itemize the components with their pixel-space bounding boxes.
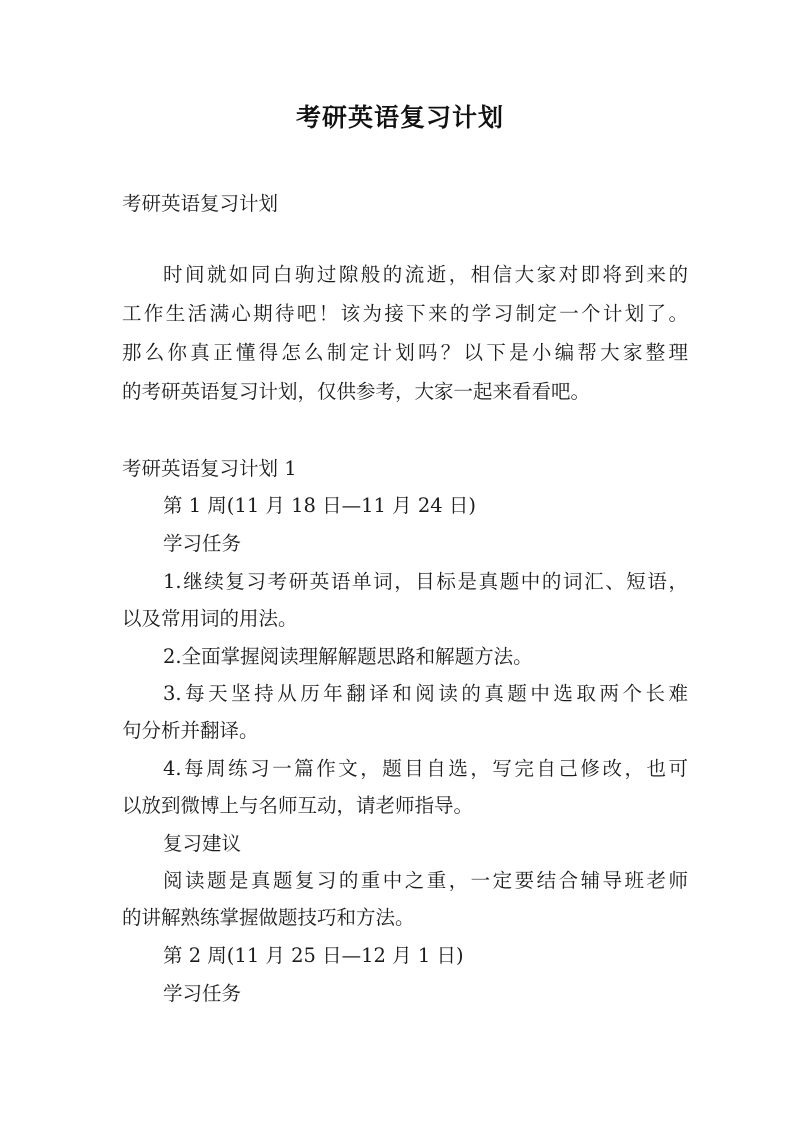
task-3-line-2: 句分析并翻译。 [122, 719, 259, 742]
document-subtitle: 考研英语复习计划 [122, 192, 279, 215]
task-3-line-1: 3.每天坚持从历年翻译和阅读的真题中选取两个长难 [163, 682, 688, 705]
intro-line-1: 时间就如同白驹过隙般的流逝，相信大家对即将到来的 [163, 263, 688, 286]
advice-line-2: 的讲解熟练掌握做题技巧和方法。 [122, 906, 415, 929]
review-advice-label: 复习建议 [163, 832, 242, 855]
task-1-line-1: 1.继续复习考研英语单词，目标是真题中的词汇、短语， [163, 570, 688, 593]
advice-line-1: 阅读题是真题复习的重中之重，一定要结合辅导班老师 [163, 869, 688, 892]
task-4-line-2: 以放到微博上与名师互动，请老师指导。 [122, 794, 474, 817]
intro-line-2: 工作生活满心期待吧！该为接下来的学习制定一个计划了。 [122, 302, 688, 325]
week-1-heading: 第 1 周(11 月 18 日—11 月 24 日) [163, 494, 476, 517]
intro-line-4: 的考研英语复习计划，仅供参考，大家一起来看看吧。 [122, 380, 591, 403]
task-4-line-1: 4.每周练习一篇作文，题目自选，写完自己修改，也可 [163, 757, 688, 780]
week-2-heading: 第 2 周(11 月 25 日—12 月 1 日) [163, 944, 464, 967]
task-2: 2.全面掌握阅读理解解题思路和解题方法。 [163, 645, 533, 668]
study-tasks-label-2: 学习任务 [163, 982, 242, 1005]
section-heading-1: 考研英语复习计划 1 [122, 457, 297, 480]
study-tasks-label-1: 学习任务 [163, 532, 242, 555]
document-title: 考研英语复习计划 [295, 103, 504, 132]
task-1-line-2: 以及常用词的用法。 [122, 607, 298, 630]
intro-line-3: 那么你真正懂得怎么制定计划吗？以下是小编帮大家整理 [122, 341, 688, 364]
